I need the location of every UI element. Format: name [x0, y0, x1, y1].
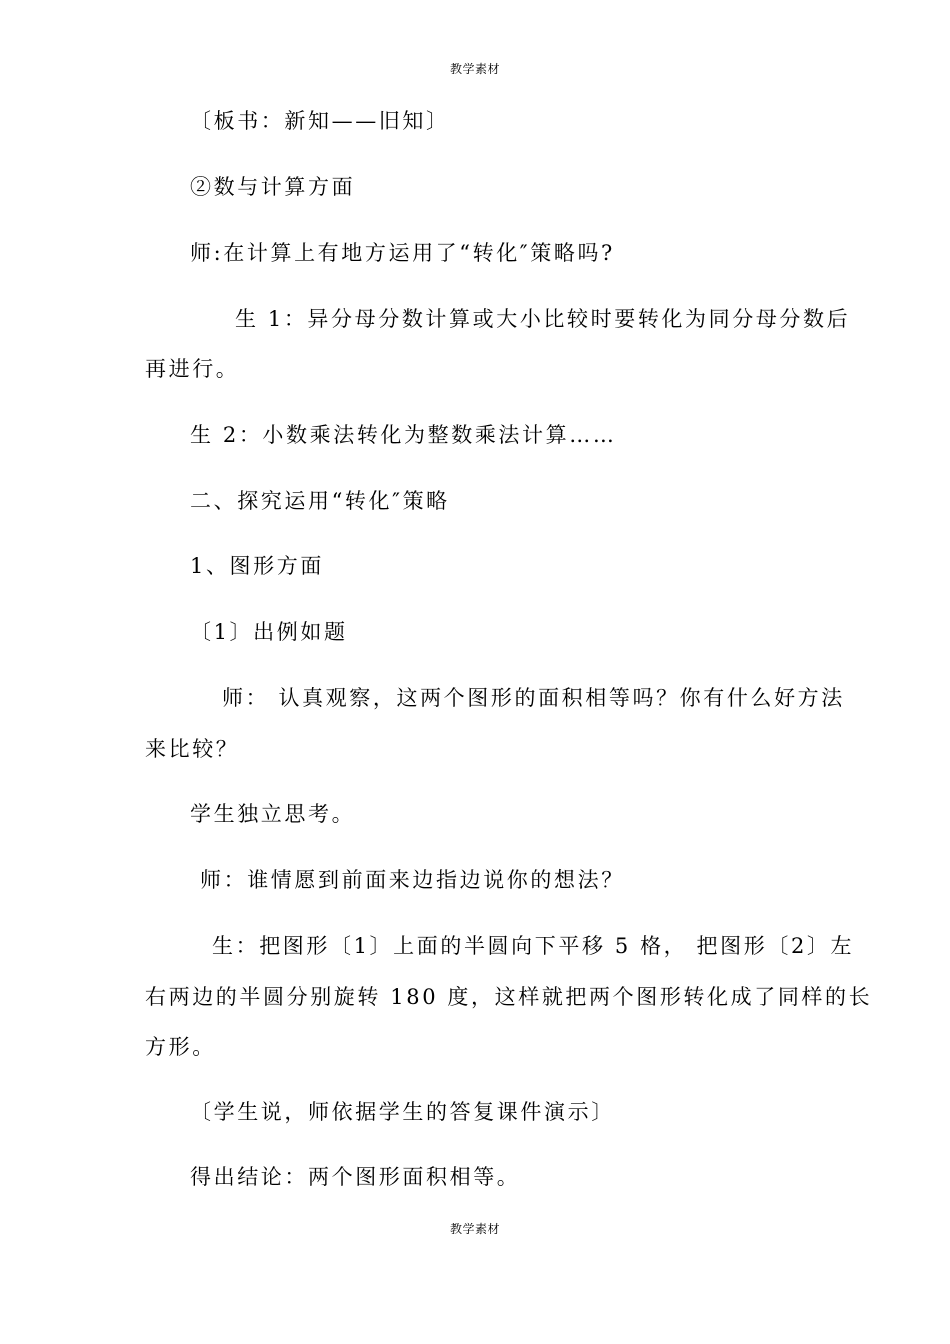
student-explanation-line-3: 方形。 [145, 1035, 216, 1059]
teacher-question-line: 师:在计算上有地方运用了“转化″策略吗? [190, 241, 615, 265]
student-2-answer-line: 生 2：小数乘法转化为整数乘法计算…… [190, 423, 617, 447]
student-1-answer-line-1: 生 1：异分母分数计算或大小比较时要转化为同分母分数后 [235, 307, 851, 331]
student-explanation-line-2: 右两边的半圆分别旋转 180 度，这样就把两个图形转化成了同样的长 [145, 985, 873, 1009]
section-heading-explore: 二、探究运用“转化″策略 [190, 489, 450, 513]
page-footer: 教学素材 [449, 1222, 500, 1236]
teacher-invite-line: 师：谁情愿到前面来边指边说你的想法？ [200, 868, 625, 892]
subsection-heading-shapes: 1、图形方面 [190, 554, 324, 578]
conclusion-line: 得出结论：两个图形面积相等。 [190, 1165, 521, 1189]
example-heading: 〔1〕出例如题 [190, 620, 348, 644]
students-thinking-line: 学生独立思考。 [190, 802, 356, 826]
demo-note-line: 〔学生说，师依据学生的答复课件演示〕 [190, 1100, 615, 1124]
student-1-answer-line-2: 再进行。 [145, 357, 240, 381]
teacher-prompt-line-1: 师： 认真观察，这两个图形的面积相等吗？你有什么好方法 [222, 686, 845, 710]
student-explanation-line-1: 生：把图形〔1〕上面的半圆向下平移 5 格， 把图形〔2〕左 [212, 934, 855, 958]
teacher-prompt-line-2: 来比较？ [145, 737, 240, 761]
page-header: 教学素材 [449, 62, 500, 76]
section-heading-number-calculation: ②数与计算方面 [190, 175, 356, 199]
board-note-line: 〔板书：新知——旧知〕 [190, 109, 450, 133]
